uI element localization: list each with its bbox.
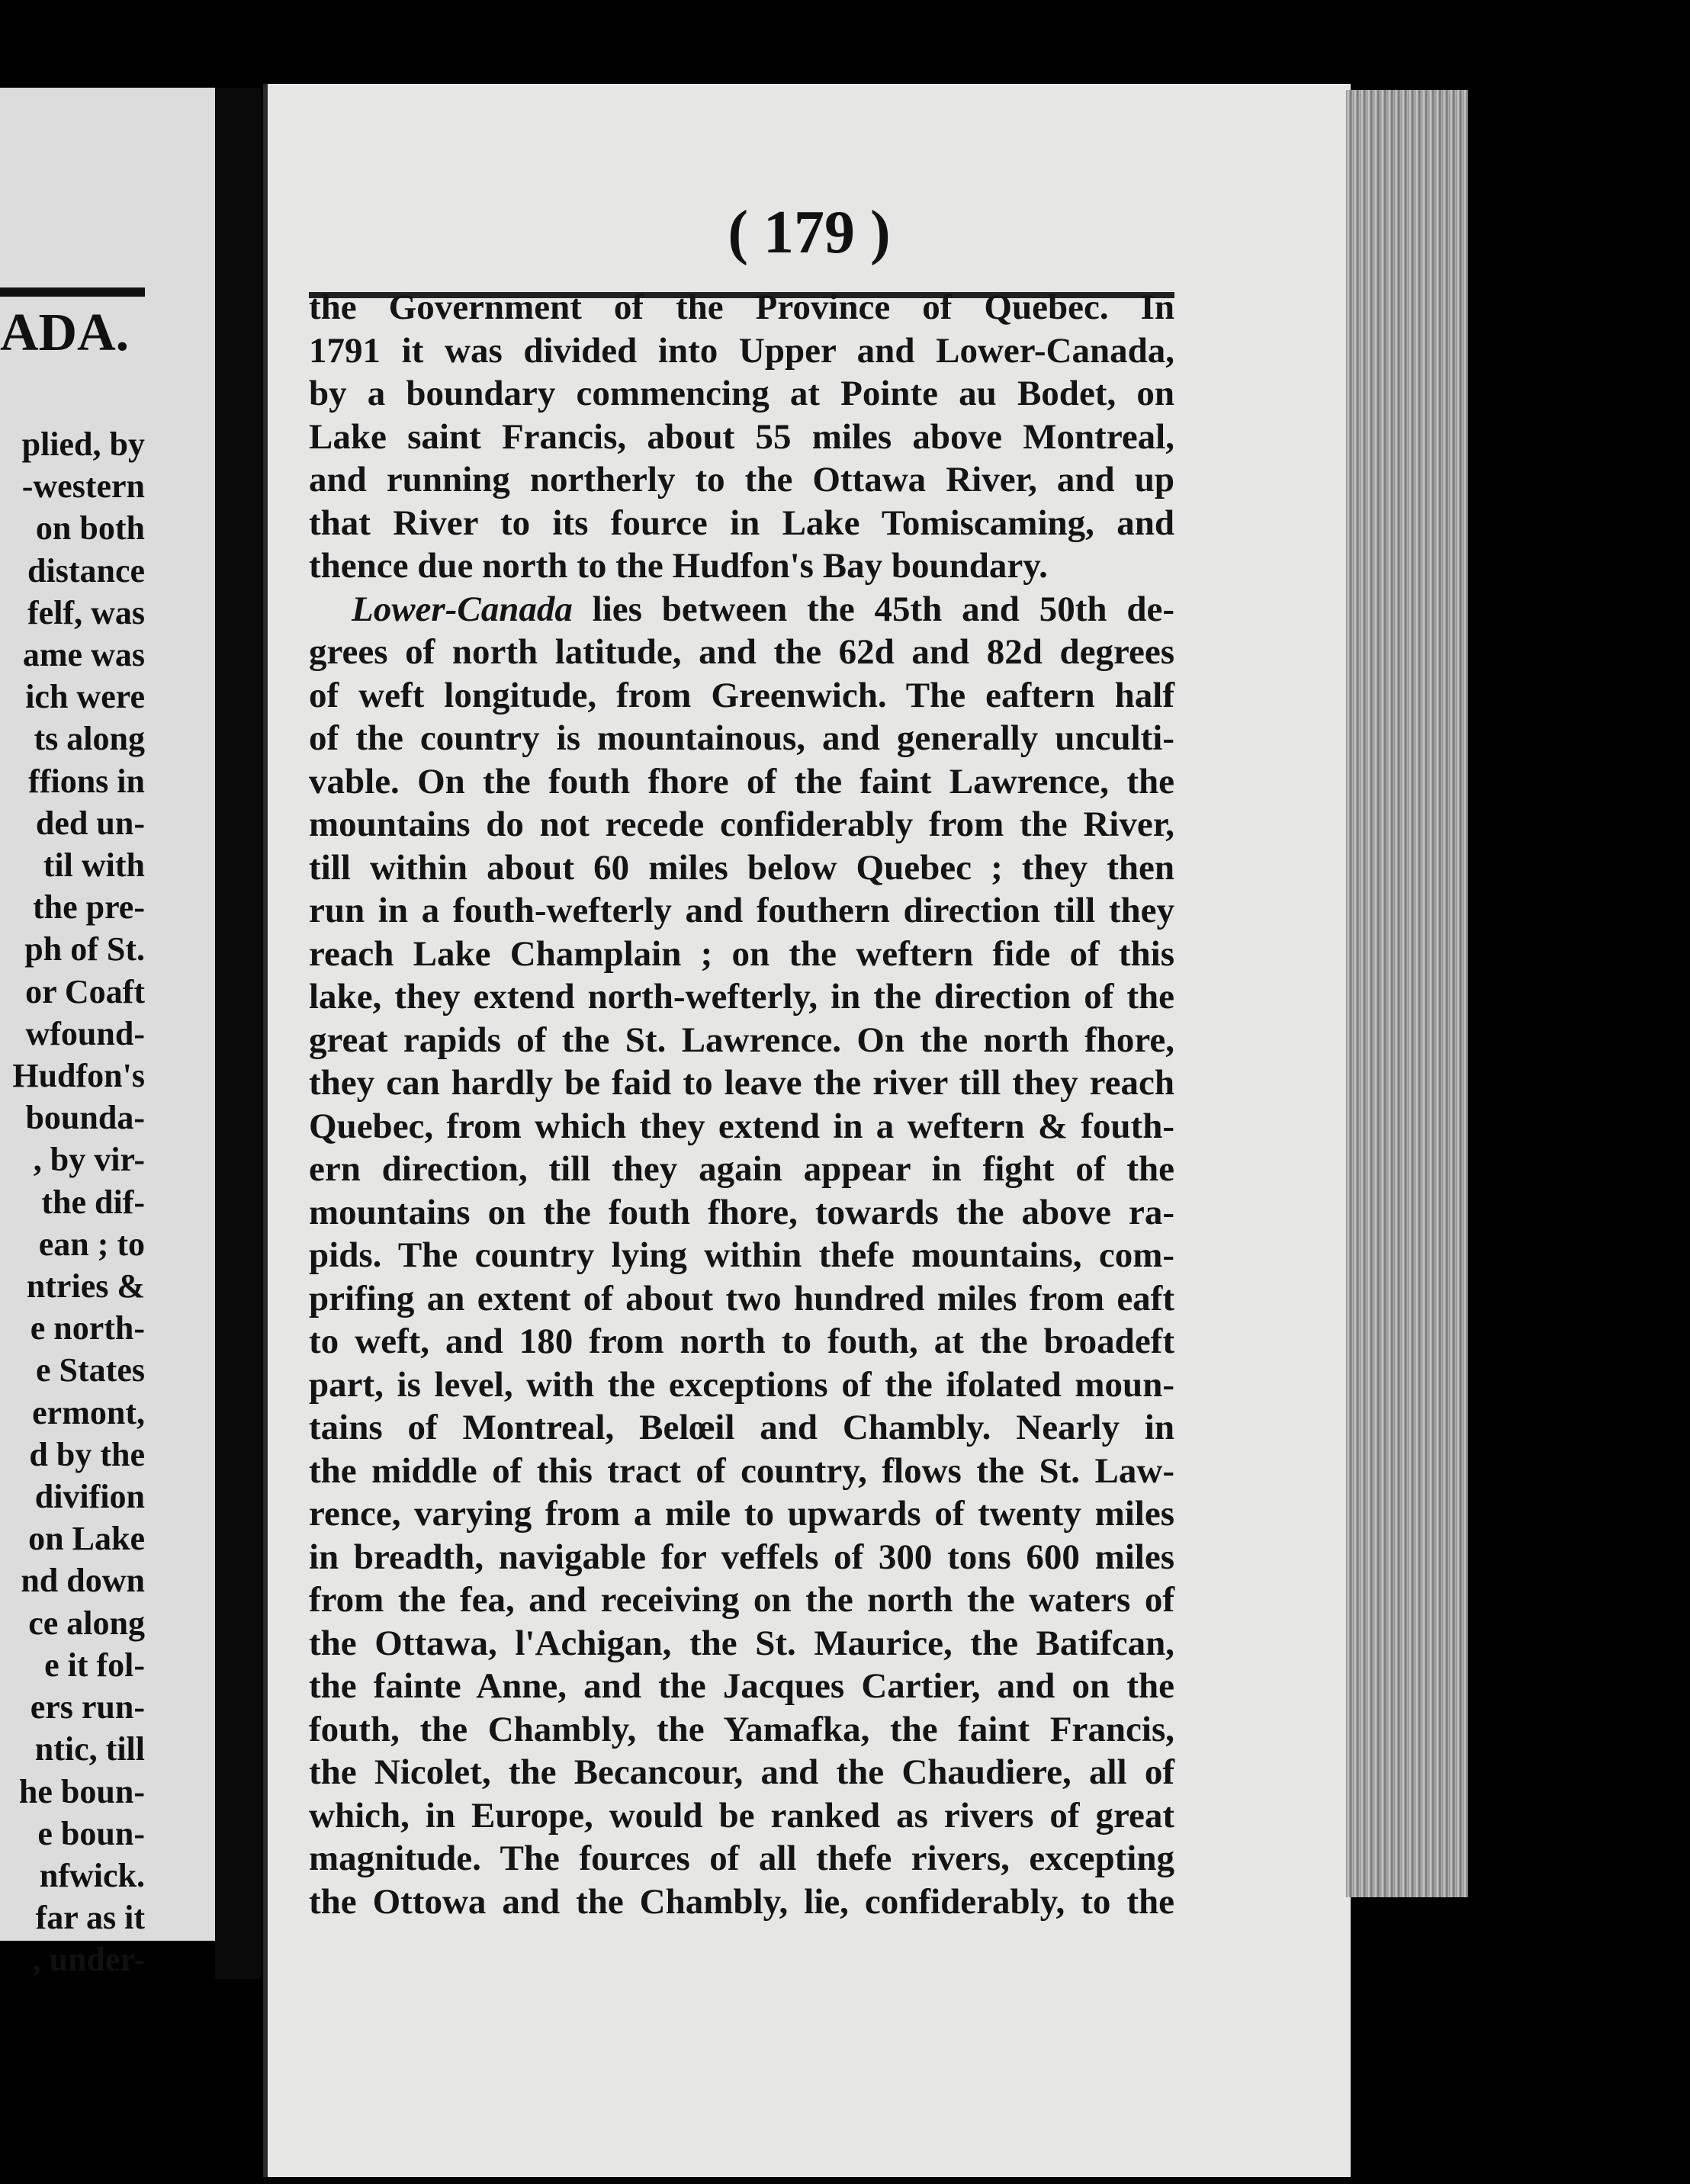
left-line-fragment: nd down	[21, 1562, 145, 1600]
text-line: of weft longitude, from Greenwich. The eaftern half	[309, 675, 1174, 715]
left-line-fragment: he boun-	[18, 1772, 145, 1810]
left-line-fragment: ers run-	[30, 1688, 145, 1726]
left-line-fragment: ean ; to	[38, 1225, 145, 1263]
text-line: that River to its fource in Lake Tomiscaming, and	[309, 503, 1174, 543]
left-line-fragment: ph of St.	[24, 930, 145, 968]
text-line: from the fea, and receiving on the north the waters of	[309, 1580, 1174, 1620]
text-line: great rapids of the St. Lawrence. On the north fhore,	[309, 1020, 1174, 1060]
left-line-fragment: ded un-	[35, 804, 145, 842]
left-line-fragment: e north-	[30, 1309, 145, 1347]
text-line: the middle of this tract of country, flows the St. Law-	[309, 1450, 1174, 1491]
text-line: ern direction, till they again appear in fight of the	[309, 1149, 1174, 1189]
text-line: the fainte Anne, and the Jacques Cartier, and on the	[309, 1666, 1174, 1706]
left-line-fragment: ich were	[25, 678, 145, 716]
text-line: the Government of the Province of Quebec. In	[309, 287, 1174, 327]
left-page-line-ends	[12, 423, 145, 1981]
book-gutter	[215, 88, 261, 1979]
text-line: pids. The country lying within thefe mountains, com-	[309, 1235, 1174, 1275]
left-line-fragment: ntries &	[26, 1267, 145, 1306]
left-facing-page	[0, 88, 215, 1979]
left-line-fragment: , by vir-	[33, 1141, 145, 1179]
book-page	[263, 84, 1351, 2177]
left-page-title: ADA.	[0, 304, 130, 362]
italic-term: Lower-Canada	[352, 589, 573, 629]
text-line: lake, they extend north-wefterly, in the direction of the	[309, 977, 1174, 1017]
left-line-fragment: -western	[21, 467, 145, 506]
text-line: vable. On the fouth fhore of the faint Lawrence, the	[309, 761, 1174, 801]
text-line: rence, varying from a mile to upwards of twenty miles	[309, 1494, 1174, 1534]
text-line: prifing an extent of about two hundred miles from eaft	[309, 1278, 1174, 1318]
left-line-fragment: Hudfon's	[12, 1057, 145, 1095]
text-line: mountains do not recede confiderably from the River,	[309, 805, 1174, 844]
text-run: lies between the 45th and 50th de-	[572, 589, 1174, 629]
left-line-fragment: on both	[35, 509, 145, 548]
text-line: reach Lake Champlain ; on the weftern fide of this	[309, 933, 1174, 974]
page-number: ( 179 )	[728, 199, 891, 266]
text-line: they can hardly be faid to leave the river till they reach	[309, 1063, 1174, 1103]
left-line-fragment: on Lake	[28, 1520, 145, 1558]
left-line-fragment: e boun-	[37, 1814, 145, 1852]
left-line-fragment: ntic, till	[34, 1730, 145, 1768]
left-header-rule	[0, 287, 145, 297]
text-line: of the country is mountainous, and generally unculti-	[309, 718, 1174, 758]
text-line: by a boundary commencing at Pointe au Bodet, on	[309, 374, 1174, 413]
text-line: mountains on the fouth fhore, towards the above ra-	[309, 1192, 1174, 1232]
text-line: part, is level, with the exceptions of the ifolated moun-	[309, 1364, 1174, 1405]
page-edges	[1346, 90, 1468, 1897]
left-line-fragment: , under-	[32, 1941, 145, 1979]
left-line-fragment: til with	[43, 846, 145, 885]
left-line-fragment: the dif-	[41, 1183, 145, 1221]
text-line: magnitude. The fources of all thefe rivers, excepting	[309, 1839, 1174, 1878]
text-line: Lake saint Francis, about 55 miles above Montreal,	[309, 416, 1174, 457]
left-line-fragment: the pre-	[32, 888, 145, 927]
text-line: the Ottowa and the Chambly, lie, confiderably, to the	[309, 1881, 1174, 1922]
left-line-fragment: ts along	[34, 720, 145, 758]
text-line: 1791 it was divided into Upper and Lower-Canada,	[309, 330, 1174, 371]
text-line: fouth, the Chambly, the Yamafka, the faint Francis,	[309, 1709, 1174, 1749]
left-line-fragment: ame was	[22, 636, 145, 674]
left-line-fragment: ffions in	[28, 762, 145, 800]
left-line-fragment: divifion	[34, 1478, 145, 1516]
left-line-fragment: e States	[36, 1351, 145, 1389]
text-line: to weft, and 180 from north to fouth, at the broadeft	[309, 1322, 1174, 1361]
text-line: the Nicolet, the Becancour, and the Chaudiere, all of	[309, 1752, 1174, 1792]
text-line: till within about 60 miles below Quebec ; they then	[309, 847, 1174, 888]
left-line-fragment: nfwick.	[39, 1856, 145, 1894]
text-line: grees of north latitude, and the 62d and 82d degrees	[309, 632, 1174, 672]
left-line-fragment: e it fol-	[44, 1646, 145, 1684]
left-line-fragment: ermont,	[32, 1393, 145, 1431]
left-line-fragment: ce along	[28, 1604, 145, 1642]
text-line	[309, 588, 1174, 631]
left-line-fragment: or Coaft	[25, 972, 145, 1010]
left-line-fragment: far as it	[35, 1899, 145, 1937]
text-line: which, in Europe, would be ranked as rivers of great	[309, 1795, 1174, 1836]
left-line-fragment: distance	[27, 551, 145, 589]
text-line: run in a fouth-wefterly and fouthern direction till they	[309, 891, 1174, 930]
left-line-fragment: d by the	[29, 1435, 145, 1473]
text-line: tains of Montreal, Belœil and Chambly. Nearly in	[309, 1408, 1174, 1447]
left-line-fragment: bounda-	[25, 1099, 145, 1137]
left-line-fragment: felf, was	[27, 593, 145, 631]
text-line: the Ottawa, l'Achigan, the St. Maurice, the Batifcan,	[309, 1623, 1174, 1663]
text-line: Quebec, from which they extend in a weftern & fouth-	[309, 1106, 1174, 1146]
left-line-fragment: plied, by	[21, 426, 145, 463]
text-line: thence due north to the Hudfon's Bay boundary.	[309, 546, 1048, 586]
left-line-fragment: wfound-	[25, 1014, 145, 1052]
text-line: in breadth, navigable for veffels of 300 tons 600 miles	[309, 1537, 1174, 1577]
text-line: and running northerly to the Ottawa River, and up	[309, 460, 1174, 499]
page-body-text	[309, 286, 1174, 1923]
